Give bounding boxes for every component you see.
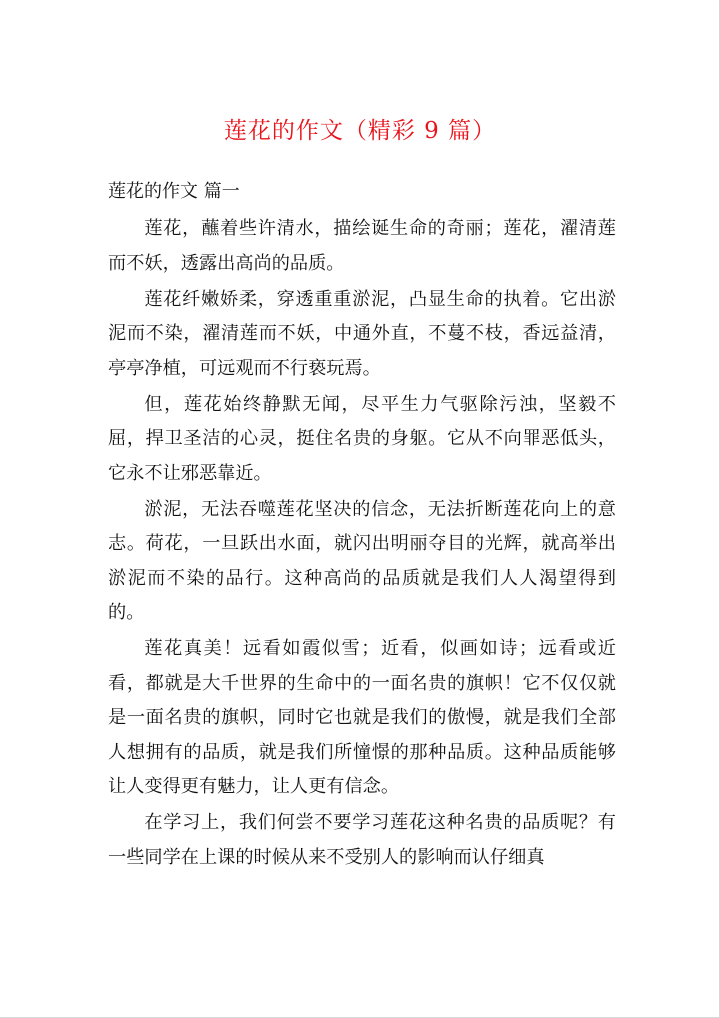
paragraph: 淤泥，无法吞噬莲花坚决的信念，无法折断莲花向上的意志。荷花，一旦跃出水面，就闪出明丽夺目的光辉，就高举出淤泥而不染的品行。这种高尚的品质就是我们人人渴望得到的。: [108, 498, 616, 623]
paragraph: 莲花纤嫩娇柔，穿透重重淤泥，凸显生命的执着。它出淤泥而不染，濯清莲而不妖，中通外直，不蔓不枝，香远益清，亭亭净植，可远观而不行亵玩焉。: [108, 288, 616, 379]
document-body: [108, 212, 616, 877]
section-heading: 莲花的作文 篇一: [108, 181, 240, 202]
paragraph: 在学习上，我们何尝不要学习莲花这种名贵的品质呢？有一些同学在上课的时候从来不受别人的影响而认仔细真: [108, 812, 616, 868]
paragraph: 莲花真美！远看如霞似雪；近看，似画如诗；远看或近看，都就是大千世界的生命中的一面名贵的旗帜！它不仅仅就是一面名贵的旗帜，同时它也就是我们的傲慢，就是我们全部人想拥有的品质，就是我们所憧憬的那种品质。这种品质能够让人变得更有魅力，让人更有信念。: [108, 638, 616, 797]
paragraph: 但，莲花始终静默无闻，尽平生力气驱除污浊，坚毅不屈，捍卫圣洁的心灵，挺住名贵的身躯。它从不向罪恶低头，它永不让邪恶靠近。: [108, 393, 616, 484]
paragraph: 莲花，蘸着些许清水，描绘诞生命的奇丽；莲花，濯清莲而不妖，透露出高尚的品质。: [108, 218, 616, 274]
document-title: 莲花的作文（精彩 9 篇）: [223, 118, 497, 144]
